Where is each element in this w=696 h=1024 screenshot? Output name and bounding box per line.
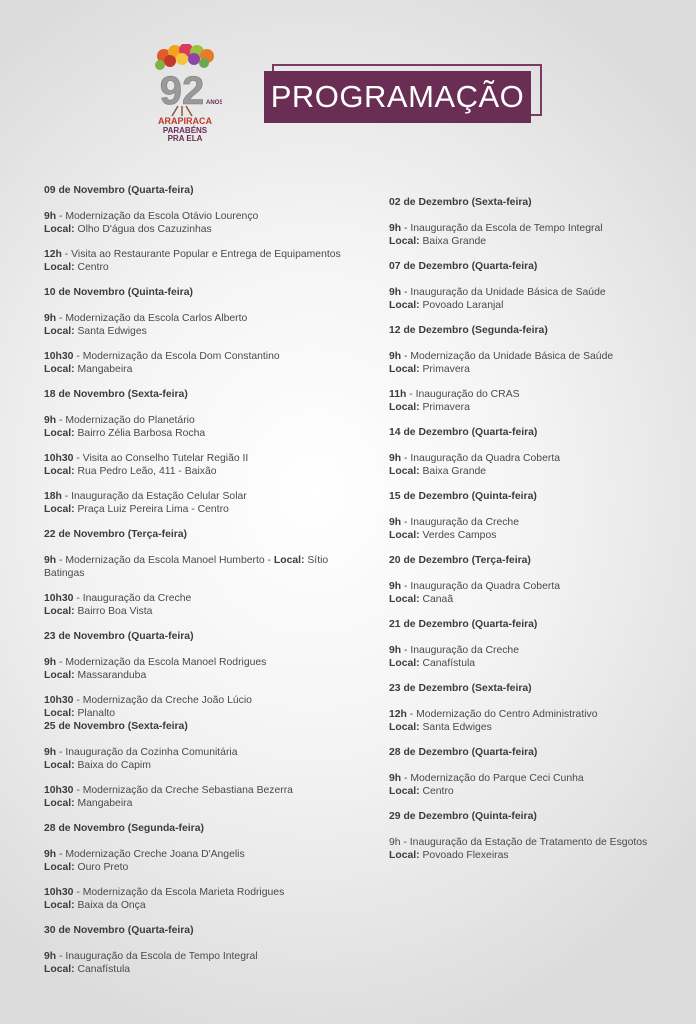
event-location [389,721,679,734]
event-location [44,797,364,810]
day-heading: 28 de Novembro (Segunda-feira) [44,823,204,834]
schedule-left-column [44,184,364,988]
event-item [44,784,364,810]
event-line [389,222,679,235]
event-time: 9h [44,747,57,758]
event-line [44,350,364,363]
event-time: 9h [44,951,57,962]
event-time: 9h [44,313,57,324]
event-time: 9h [389,287,402,298]
event-separator: - [56,657,66,668]
event-location [44,669,364,682]
event-line [44,312,364,325]
event-description: Modernização do Centro Administrativo [416,709,598,720]
event-time: 9h [44,849,57,860]
event-separator: - [56,849,66,860]
day-heading: 28 de Dezembro (Quarta-feira) [389,747,538,758]
event-time: 9h [389,773,402,784]
event-item [44,414,364,440]
event-separator: - [56,211,66,222]
event-place: Primavera [422,364,470,375]
day-heading: 29 de Dezembro (Quinta-feira) [389,811,537,822]
event-location [389,785,679,798]
event-description: Modernização Creche Joana D'Angelis [65,849,245,860]
day-heading: 22 de Novembro (Terça-feira) [44,529,188,540]
logo-line2: PARABÉNS [162,126,208,135]
event-place: Rua Pedro Leão, 411 - Baixão [77,466,217,477]
event-local-label: Local: [389,530,420,541]
event-location [44,899,364,912]
event-item [44,554,364,580]
event-time: 9h [389,351,402,362]
event-item [44,592,364,618]
event-local-label: Local: [389,300,420,311]
event-item [44,694,364,720]
event-local-label: Local: [44,504,75,515]
event-line [44,848,364,861]
event-time: 10h30 [44,695,74,706]
event-line [389,836,679,849]
event-local-label: Local: [44,224,75,235]
event-place: Praça Luiz Pereira Lima - Centro [77,504,229,515]
event-place: Olho D'água dos Cazuzinhas [77,224,212,235]
event-item [389,580,679,606]
event-location [44,223,364,236]
event-description: Modernização da Escola Marieta Rodrigues [82,887,285,898]
event-location [389,849,679,862]
event-line [389,644,679,657]
event-local-label: Local: [44,670,75,681]
event-item [389,452,679,478]
event-location [44,605,364,618]
event-location [44,963,364,976]
page-title: PROGRAMAÇÃO [264,71,531,123]
day-heading: 15 de Dezembro (Quinta-feira) [389,491,537,502]
event-local-label: Local: [273,555,305,566]
event-description: Modernização da Escola Manoel Rodrigues [65,657,267,668]
event-separator: - [401,287,411,298]
event-place: Centro [77,262,109,273]
event-time: 12h [44,249,62,260]
event-location [389,593,679,606]
event-description: Inauguração da Estação Celular Solar [71,491,247,502]
event-item [44,312,364,338]
event-line [44,656,364,669]
event-item [389,836,679,862]
event-description: Modernização da Escola Manoel Humberto - [65,555,271,566]
event-separator: - [406,709,417,720]
event-line [389,708,679,721]
event-separator: - [401,453,411,464]
event-local-label: Local: [44,466,75,477]
event-description: Modernização da Creche João Lúcio [82,695,252,706]
day-heading: 18 de Novembro (Sexta-feira) [44,389,188,400]
event-time: 9h [389,837,401,848]
event-local-label: Local: [389,236,420,247]
event-line [44,554,364,580]
event-separator: - [401,517,411,528]
event-location [389,363,679,376]
event-local-label: Local: [44,708,75,719]
event-description: Inauguração do CRAS [415,389,520,400]
event-local-label: Local: [44,798,75,809]
event-time: 9h [389,453,402,464]
event-line [44,248,364,261]
event-item [389,644,679,670]
schedule-right-column [389,196,679,874]
event-separator: - [401,645,411,656]
event-line [44,210,364,223]
event-place: Baixa da Onça [77,900,146,911]
event-line [44,950,364,963]
event-local-label: Local: [389,594,420,605]
event-description: Modernização da Unidade Básica de Saúde [410,351,614,362]
event-location [44,427,364,440]
event-time: 10h30 [44,593,74,604]
event-time: 11h [389,389,407,400]
event-place: Santa Edwiges [77,326,147,337]
logo-line1: ARAPIRACA [158,116,212,126]
event-description: Modernização da Escola Otávio Lourenço [65,211,259,222]
event-separator: - [73,695,83,706]
event-time: 9h [389,645,402,656]
event-place: Santa Edwiges [422,722,492,733]
event-separator: - [56,747,66,758]
event-description: Modernização do Parque Ceci Cunha [410,773,584,784]
event-item [44,350,364,376]
day-heading: 10 de Novembro (Quinta-feira) [44,287,193,298]
event-separator: - [73,785,83,796]
event-place: Bairro Boa Vista [77,606,153,617]
event-place: Bairro Zélia Barbosa Rocha [77,428,206,439]
event-local-label: Local: [44,606,75,617]
event-description: Inauguração da Quadra Coberta [410,581,560,592]
event-item [389,516,679,542]
event-local-label: Local: [44,326,75,337]
event-local-label: Local: [44,900,75,911]
day-heading: 21 de Dezembro (Quarta-feira) [389,619,538,630]
event-item [389,286,679,312]
day-heading: 07 de Dezembro (Quarta-feira) [389,261,538,272]
event-description: Inauguração da Quadra Coberta [410,453,560,464]
event-separator: - [400,837,410,848]
event-separator: - [73,351,83,362]
logo-anos: ANOS [206,100,222,106]
event-local-label: Local: [44,262,75,273]
event-item [44,950,364,976]
event-item [44,248,364,274]
event-time: 9h [44,415,57,426]
event-time: 9h [44,211,57,222]
event-item [389,772,679,798]
event-local-label: Local: [44,428,75,439]
day-heading: 09 de Novembro (Quarta-feira) [44,185,194,196]
event-item [44,746,364,772]
event-place: Povoado Laranjal [422,300,504,311]
event-time: 9h [389,517,402,528]
event-time: 10h30 [44,453,74,464]
event-line [44,452,364,465]
event-description: Inauguração da Estação de Tratamento de Esgotos [409,837,648,848]
event-separator: - [61,491,72,502]
event-local-label: Local: [44,364,75,375]
event-description: Visita ao Restaurante Popular e Entrega de Equipamentos [71,249,341,260]
event-local-label: Local: [389,364,420,375]
event-line [389,772,679,785]
day-heading: 30 de Novembro (Quarta-feira) [44,925,194,936]
event-description: Modernização da Escola Carlos Alberto [65,313,248,324]
event-separator: - [401,773,411,784]
event-time: 9h [44,657,57,668]
day-heading: 20 de Dezembro (Terça-feira) [389,555,531,566]
event-line [389,516,679,529]
day-heading: 02 de Dezembro (Sexta-feira) [389,197,532,208]
event-description: Modernização da Creche Sebastiana Bezerra [82,785,293,796]
event-item [44,886,364,912]
event-item [389,222,679,248]
event-local-label: Local: [44,760,75,771]
event-separator: - [56,951,66,962]
event-location [389,299,679,312]
event-description: Inauguração da Cozinha Comunitária [65,747,238,758]
event-place: Primavera [422,402,470,413]
event-place: Canafístula [77,964,131,975]
event-item [389,350,679,376]
event-location [44,325,364,338]
event-location [44,503,364,516]
arapiraca-92-anos-logo [148,44,222,142]
event-line [389,452,679,465]
event-line [44,886,364,899]
event-location [44,861,364,874]
event-time: 9h [389,223,402,234]
day-heading: 14 de Dezembro (Quarta-feira) [389,427,538,438]
day-heading: 23 de Dezembro (Sexta-feira) [389,683,532,694]
event-place: Canafístula [422,658,476,669]
event-time: 10h30 [44,785,74,796]
event-description: Inauguração da Unidade Básica de Saúde [410,287,606,298]
event-line [44,694,364,707]
event-place: Mangabeira [77,364,133,375]
event-item [44,490,364,516]
event-item [44,210,364,236]
event-separator: - [401,223,411,234]
event-line [44,784,364,797]
event-line [44,490,364,503]
event-local-label: Local: [44,964,75,975]
event-location [389,465,679,478]
event-line [389,388,679,401]
event-time: 10h30 [44,351,74,362]
event-description: Visita ao Conselho Tutelar Região II [82,453,249,464]
event-item [44,452,364,478]
event-place: Baixa Grande [422,466,487,477]
event-place: Ouro Preto [77,862,129,873]
event-local-label: Local: [389,658,420,669]
logo-line3: PRA ELA [167,134,203,142]
event-place: Verdes Campos [422,530,497,541]
event-description: Inauguração da Escola de Tempo Integral [410,223,603,234]
event-local-label: Local: [389,466,420,477]
title-banner [264,64,544,124]
event-item [389,388,679,414]
event-description: Inauguração da Escola de Tempo Integral [65,951,258,962]
event-time: 9h [44,555,57,566]
event-local-label: Local: [44,862,75,873]
event-time: 12h [389,709,407,720]
event-place: Sítio Batingas [44,555,329,579]
event-local-label: Local: [389,722,420,733]
day-heading: 12 de Dezembro (Segunda-feira) [389,325,548,336]
day-heading: 23 de Novembro (Quarta-feira) [44,631,194,642]
event-line [44,592,364,605]
event-separator: - [406,389,416,400]
event-description: Inauguração da Creche [410,645,519,656]
event-separator: - [56,555,66,566]
event-line [389,286,679,299]
event-separator: - [61,249,72,260]
event-line [44,746,364,759]
event-item [44,656,364,682]
event-line [44,414,364,427]
event-description: Modernização da Escola Dom Constantino [82,351,280,362]
event-location [44,707,364,720]
event-separator: - [56,415,66,426]
event-separator: - [401,581,411,592]
event-separator: - [73,453,83,464]
event-location [44,465,364,478]
event-place: Canaã [422,594,454,605]
event-place: Baixa Grande [422,236,487,247]
event-separator: - [56,313,66,324]
event-place: Massaranduba [77,670,147,681]
event-place: Mangabeira [77,798,133,809]
event-place: Baixa do Capim [77,760,151,771]
day-heading: 25 de Novembro (Sexta-feira) [44,721,188,732]
event-item [389,708,679,734]
event-time: 18h [44,491,62,502]
event-item [44,848,364,874]
event-line [389,580,679,593]
logo-number: 92 [159,69,205,113]
event-local-label: Local: [389,786,420,797]
event-place: Planalto [77,708,116,719]
event-location [44,261,364,274]
event-location [389,657,679,670]
event-separator: - [401,351,411,362]
event-separator: - [73,887,83,898]
event-local-label: Local: [389,402,420,413]
event-place: Povoado Flexeiras [422,850,509,861]
event-description: Modernização do Planetário [65,415,195,426]
event-time: 10h30 [44,887,74,898]
event-local-label: Local: [389,850,420,861]
event-location [389,529,679,542]
event-description: Inauguração da Creche [410,517,519,528]
event-separator: - [73,593,83,604]
event-location [44,363,364,376]
event-location [389,235,679,248]
event-place: Centro [422,786,454,797]
event-time: 9h [389,581,402,592]
event-location [389,401,679,414]
event-description: Inauguração da Creche [82,593,192,604]
event-location [44,759,364,772]
event-line [389,350,679,363]
